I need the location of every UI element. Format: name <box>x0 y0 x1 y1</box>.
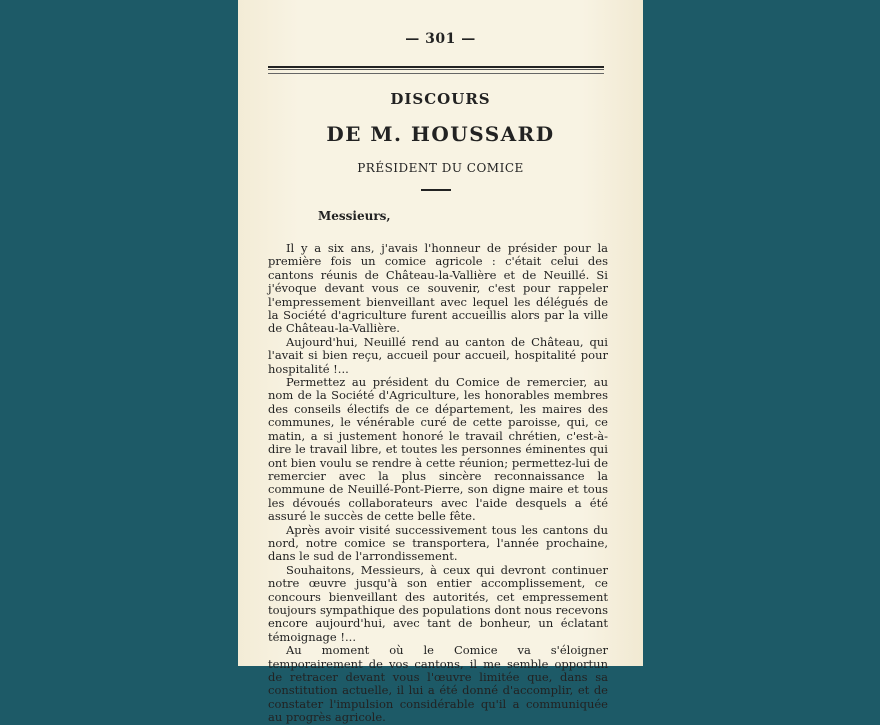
header-rule-thin <box>268 73 604 74</box>
title-speaker: DE M. HOUSSARD <box>326 122 555 146</box>
speech-body <box>268 242 608 725</box>
page-number: — 301 — <box>405 31 476 47</box>
paragraph-4: Après avoir visité successivement tous les cantons du nord, notre comice se transportera, l'année prochaine, dans le sud de l'arrondissement. <box>268 522 608 564</box>
paragraph-5: Souhaitons, Messieurs, à ceux qui devront continuer notre œuvre jusqu'à son entier accomplissement, ce concours bienveillant des autorités, cet empressement toujours sympathique des populations dont nous recevons encore aujourd'hui, avec tant de bonheur, un éclatant témoignage !... <box>268 562 608 644</box>
title-role: PRÉSIDENT DU COMICE <box>357 161 524 175</box>
salutation: Messieurs, <box>318 209 391 223</box>
header-rule <box>268 66 604 70</box>
title-discours: DISCOURS <box>390 90 491 108</box>
title-separator <box>421 189 451 191</box>
document-page <box>238 0 643 725</box>
paragraph-2: Aujourd'hui, Neuillé rend au canton de Château, qui l'avait si bien reçu, accueil pour accueil, hospitalité pour hospitalité !... <box>268 334 608 376</box>
paragraph-3: Permettez au président du Comice de remercier, au nom de la Société d'Agriculture, les honorables membres des conseils électifs de ce département, les maires des communes, le vénérable curé de cette paroisse, qui, ce matin, a si justement honoré le travail chrétien, c'est-à-dire le travail libre, et toutes les personnes éminentes qui ont bien voulu se rendre à cette réunion; permettez-lui de remercier avec la plus sincère reconnaissance la commune de Neuillé-Pont-Pierre, son digne maire et tous les dévoués collaborateurs avec l'aide desquels a été assuré le succès de cette belle fête. <box>268 375 608 524</box>
paragraph-1: Il y a six ans, j'avais l'honneur de présider pour la première fois un comice agricole : c'était celui des cantons réunis de Château-la-Vallière et de Neuillé. Si j'évoque devant vous ce souvenir, c'est pour rappeler l'empressement bienveillant avec lequel les délégués de la Société d'agriculture furent accueillis alors par la ville de Château-la-Vallière. <box>268 241 608 336</box>
paragraph-6: Au moment où le Comice va s'éloigner temporairement de vos cantons, il me semble opportun de retracer devant vous l'œuvre limitée que, dans sa constitution actuelle, il lui a été donné d'accomplir, et de constater l'impulsion considérable qu'il a communiquée au progrès agricole. <box>268 643 608 725</box>
